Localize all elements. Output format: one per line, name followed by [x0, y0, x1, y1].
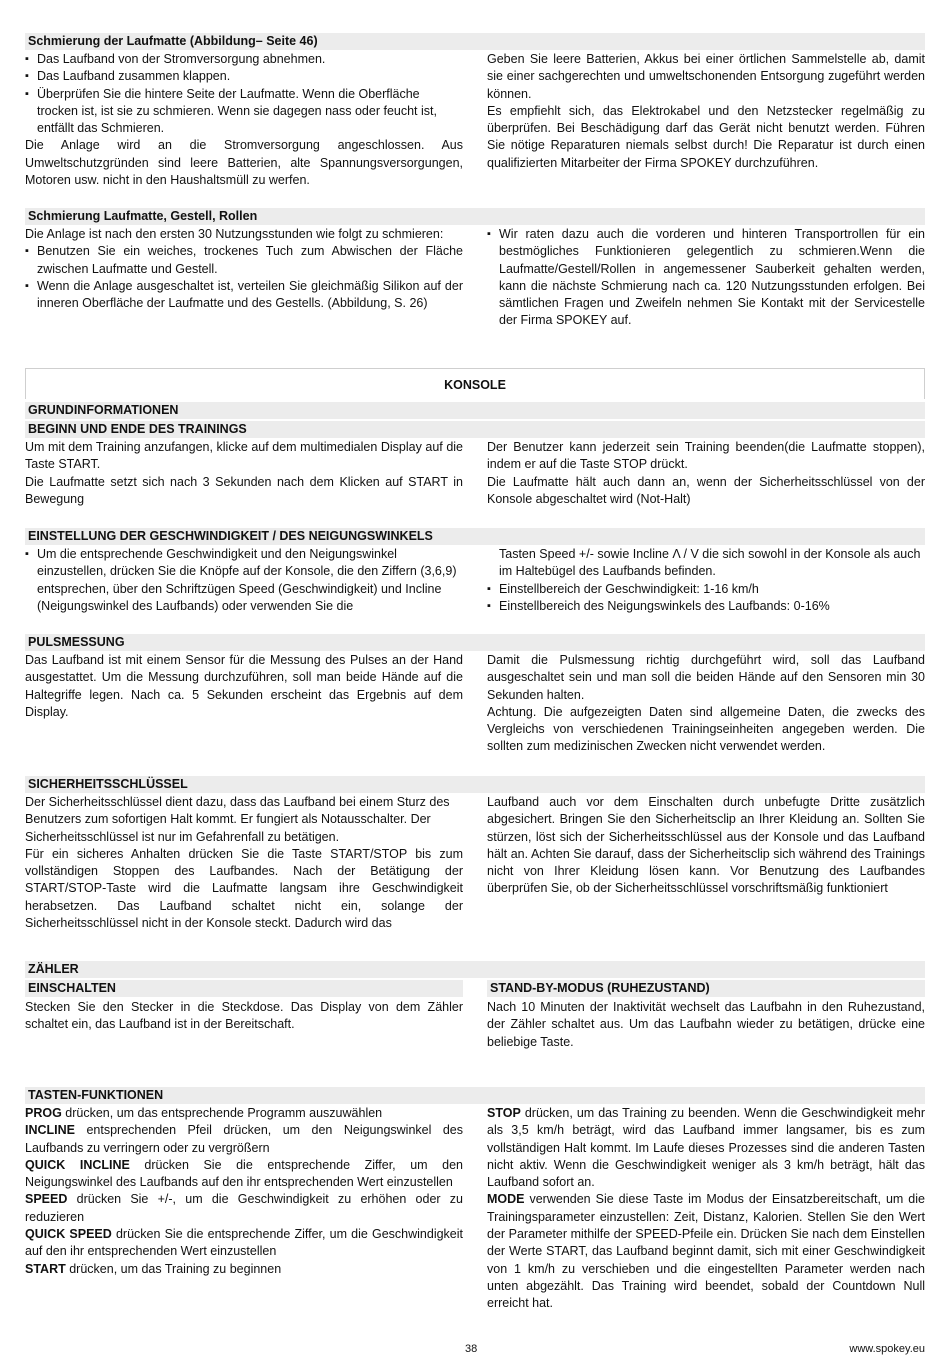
paragraph: Der Sicherheitsschlüssel dient dazu, dass das Laufband bei einem Sturz des Benutzers zum sofortigen Halt kommt. Er fungiert als Notausschalter. Der Sicherheitsschlüssel ist nur im Gefahrenfall zu betätigen. [25, 795, 450, 844]
left-column [25, 226, 463, 330]
key-name: STOP [487, 1106, 521, 1120]
left-column [25, 652, 463, 756]
paragraph: Das Laufband ist mit einem Sensor für die Messung des Pulses an der Hand ausgestattet. Um die Messung durchzuführen, soll man beide Hände auf die Haltegriffe legen. Nach ca. 5 Sekunden erscheint das Ergebnis auf dem Display. [25, 653, 463, 719]
section-header: GRUNDINFORMATIONEN [25, 402, 925, 419]
left-column [25, 794, 463, 932]
section-speed-incline [25, 528, 925, 615]
paragraph: Tasten Speed +/- sowie Incline Λ / V die sich sowohl in der Konsole als auch im Haltebügel des Laufbands befinden. [499, 547, 921, 579]
key-description [25, 1157, 463, 1192]
paragraph: Achtung. Die aufgezeigten Daten sind allgemeine Daten, die zwecks des Vergleichs von verschiedenen Trainingseinheiten angegeben werden. Die sollten zum medizinischen Zwecken nicht verwendet werden. [487, 704, 925, 754]
list-item: ▪ Das Laufband zusammen klappen. [25, 68, 463, 85]
konsole-title: KONSOLE [25, 368, 925, 399]
key-name: SPEED [25, 1192, 68, 1207]
list-item: ▪ Wir raten dazu auch die vorderen und hinteren Transportrollen für ein bestmögliches Funktionieren gelegentlich zu schmieren.Wenn die Laufmatte/Gestell/Rollen in angemessener Sauberkeit gehalten werden, kann die nächste Schmierung nach ca. 120 Nutzungsstunden erfolgen. Bei sämtlichen Fragen und Zweifeln nehmen Sie Kontakt mit der Servicestelle der Firma SPOKEY auf. [487, 226, 925, 330]
paragraph: Die Anlage ist nach den ersten 30 Nutzungsstunden wie folgt zu schmieren: [25, 227, 444, 241]
section-header: Schmierung Laufmatte, Gestell, Rollen [25, 208, 925, 225]
paragraph: Stecken Sie den Stecker in die Steckdose. Das Display von dem Zähler schaltet ein, das Laufband ist in der Bereitschaft. [25, 1000, 463, 1032]
section-basic-info [25, 402, 925, 508]
key-name: MODE [487, 1192, 525, 1207]
left-column [25, 1105, 463, 1313]
right-column [487, 51, 925, 189]
subsection-header: EINSCHALTEN [25, 980, 463, 997]
paragraph: Für ein sicheres Anhalten drücken Sie die Taste START/STOP bis zum vollständigen Stoppen des Laufbandes. Nach der Betätigung der START/STOP-Taste wird die Laufmatte langsam ihre Geschwindigkeit herabsetzen. Das Laufband schaltet nicht ein, solange der Sicherheitsschlüssel nicht in der Konsole steckt. Dadurch wird das [25, 846, 463, 931]
section-safety-key [25, 776, 925, 932]
key-name: PROG [25, 1106, 62, 1120]
left-column [25, 51, 463, 189]
right-column [487, 980, 925, 1051]
paragraph: Damit die Pulsmessung richtig durchgeführt wird, soll das Laufband ausgeschaltet sein und man soll die beiden Hände auf den Sensoren min 30 Sekunden halten. [487, 653, 925, 702]
website-url[interactable]: www.spokey.eu [849, 1343, 925, 1355]
paragraph: Um mit dem Training anzufangen, klicke auf dem multimedialen Display auf die Taste START. [25, 440, 463, 472]
key-text: drücken Sie die entsprechende Ziffer, um den Neigungswinkel des Laufbands auf den ihr entsprechenden Wert einzustellen [25, 1157, 464, 1190]
list-item: ▪ Um die entsprechende Geschwindigkeit und den Neigungswinkel einzustellen, drücken Sie die Knöpfe auf der Konsole, die den Ziffern (3,6,9) entsprechen, über den Schriftzügen Speed (Geschwindigkeit) und Incline (Neigungswinkel des Laufbands) oder verwenden Sie die [25, 546, 463, 615]
list-item: ▪ Einstellbereich der Geschwindigkeit: 1-16 km/h [487, 581, 925, 598]
list-item: ▪ Einstellbereich des Neigungswinkels des Laufbands: 0-16% [487, 598, 925, 615]
key-description [25, 1226, 463, 1261]
key-name: INCLINE [25, 1123, 75, 1138]
key-text: verwenden Sie diese Taste im Modus der Einsatzbereitschaft, um die Trainingsparameter einzustellen: Zeit, Distanz, Kalorien. Stellen Sie den Wert der Parameter mithilfe der SPEED-Pfeile ein. Drücken Sie nach dem Einstellen der Werte START, das Laufband beginnt damit, sich mit einer Geschwindigkeit von 1 km/h zu verschieben und die eingestellten Parameter werden nach unten abgezählt. Das Training wird beendet, sobald der Countdown Null erreicht hat. [487, 1192, 925, 1311]
manual-page [25, 0, 925, 1359]
section-header: Schmierung der Laufmatte (Abbildung– Seite 46) [25, 33, 925, 50]
page-number: 38 [465, 1343, 478, 1355]
section-header: PULSMESSUNG [25, 634, 925, 651]
left-column [25, 439, 463, 508]
list-item: ▪ Das Laufband von der Stromversorgung abnehmen. [25, 51, 463, 68]
section-lubrication-mat [25, 33, 925, 189]
key-description [25, 1191, 463, 1226]
paragraph: Die Anlage wird an die Stromversorgung angeschlossen. Aus Umweltschutzgründen sind leere Batterien, alte Spannungsversorgungen, Motoren usw. nicht in den Haushaltsmüll zu werfen. [25, 138, 463, 188]
left-column [25, 546, 463, 615]
key-text: entsprechenden Pfeil drücken, um den Neigungswinkel des Laufbands zu verringern oder zu vergrößern [25, 1123, 463, 1155]
section-counter [25, 961, 925, 1051]
key-description [25, 1122, 463, 1157]
section-header: TASTEN-FUNKTIONEN [25, 1087, 925, 1104]
section-header: ZÄHLER [25, 961, 925, 978]
key-text: drücken Sie die entsprechende Ziffer, um die Geschwindigkeit auf den ihr entsprechenden Wert einzustellen [25, 1227, 463, 1259]
section-header: SICHERHEITSSCHLÜSSEL [25, 776, 925, 793]
key-description [487, 1105, 925, 1191]
right-column [487, 226, 925, 330]
key-description [25, 1261, 463, 1278]
left-column [25, 980, 463, 1051]
paragraph: Laufband auch vor dem Einschalten durch unbefugte Dritte zusätzlich abgesichert. Bringen Sie den Sicherheitsclip an Ihrer Kleidung an. Sollten Sie stürzen, löst sich der Sicherheitsschlüssel aus der Konsole und das Laufband hält an. Achten Sie darauf, dass der Sicherheitsclip sich während des Trainings nicht von Ihrer Kleidung lösen kann. Vor Benutzung des Laufbandes überprüfen Sie, ob der Sicherheitsschlüssel vorschriftsmäßig funktioniert [487, 795, 925, 896]
paragraph: Es empfiehlt sich, das Elektrokabel und den Netzstecker regelmäßig zu überprüfen. Bei Beschädigung darf das Gerät nicht benutzt werden. Führen Sie nötige Reparaturen niemals selbst durch! Die Reparatur ist durch einen qualifizierten Mitarbeiter der Firma SPOKEY durchzuführen. [487, 103, 925, 170]
right-column [487, 439, 925, 508]
section-header: EINSTELLUNG DER GESCHWINDIGKEIT / DES NEIGUNGSWINKELS [25, 528, 925, 545]
list-item: ▪ Benutzen Sie ein weiches, trockenes Tuch zum Abwischen der Fläche zwischen Laufmatte und Gestell. [25, 243, 463, 278]
key-text: drücken, um das Training zu beginnen [65, 1261, 282, 1276]
paragraph: Die Laufmatte hält auch dann an, wenn der Sicherheitsschlüssel von der Konsole abgeschaltet wird (Not-Halt) [487, 474, 925, 506]
paragraph: Nach 10 Minuten der Inaktivität wechselt das Laufbahn in den Ruhezustand, der Zähler schaltet aus. Um das Laufbahn wieder zu betätigen, drücke eine beliebige Taste. [487, 1000, 925, 1049]
key-name: START [25, 1261, 66, 1276]
list-item: ▪ Überprüfen Sie die hintere Seite der Laufmatte. Wenn die Oberfläche trocken ist, ist sie zu schmieren. Wenn sie dagegen nass oder feucht ist, entfällt das Schmieren. [25, 86, 463, 138]
key-name: QUICK SPEED [25, 1227, 112, 1242]
key-name: QUICK INCLINE [25, 1157, 130, 1172]
key-description [25, 1105, 463, 1122]
paragraph: Die Laufmatte setzt sich nach 3 Sekunden nach dem Klicken auf START in Bewegung [25, 474, 463, 506]
list-item: ▪ Wenn die Anlage ausgeschaltet ist, verteilen Sie gleichmäßig Silikon auf der inneren Oberfläche der Laufmatte und des Gestells. (Abbildung, S. 26) [25, 278, 463, 313]
subsection-header: STAND-BY-MODUS (RUHEZUSTAND) [487, 980, 925, 997]
right-column [487, 1105, 925, 1313]
subsection-header: BEGINN UND ENDE DES TRAININGS [25, 421, 925, 438]
paragraph: Geben Sie leere Batterien, Akkus bei einer örtlichen Sammelstelle ab, damit sie einer sachgerechten und umweltschonenden Entsorgung zugeführt werden können. [487, 52, 925, 101]
right-column [487, 652, 925, 756]
section-pulse [25, 634, 925, 756]
key-text: drücken Sie +/-, um die Geschwindigkeit zu erhöhen oder zu reduzieren [25, 1192, 463, 1224]
right-column [487, 794, 925, 932]
key-text: drücken, um das entsprechende Programm auszuwählen [61, 1106, 383, 1120]
section-key-functions [25, 1087, 925, 1313]
key-text: drücken, um das Training zu beenden. Wenn die Geschwindigkeit mehr als 3,5 km/h beträgt, wird das Laufband immer langsamer, bis es zum vollständigen Halt kommt. Im Laufe dieses Prozesses sind die anderen Tasten nicht aktiv. Wenn die Geschwindigkeit weniger als 3 km/h beträgt, hält das Laufband sofort an. [487, 1106, 925, 1190]
right-column [487, 546, 925, 615]
paragraph: Der Benutzer kann jederzeit sein Training beenden(die Laufmatte stoppen), indem er auf die Taste STOP drückt. [487, 440, 925, 472]
section-lubrication-frame [25, 208, 925, 330]
key-description [487, 1191, 925, 1312]
